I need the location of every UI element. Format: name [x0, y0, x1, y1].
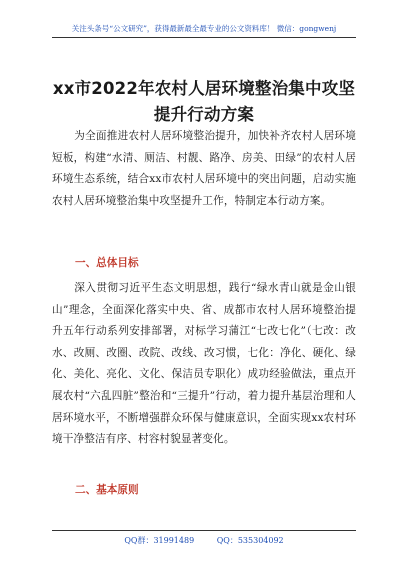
document-title: xx市2022年农村人居环境整治集中攻坚提升行动方案	[52, 79, 356, 124]
footer-divider	[52, 530, 356, 531]
footer-qq-contact: QQ：535304092	[216, 536, 284, 545]
page-footer	[52, 535, 356, 546]
section-heading-goals: 一、总体目标	[75, 257, 139, 269]
header-divider	[52, 37, 356, 38]
section-heading-principles: 二、基本原则	[75, 484, 139, 496]
goals-paragraph: 深入贯彻习近平生态文明思想，践行“绿水青山就是金山银山”理念，全面深化落实中央、省、成都市农村人居环境整治提升五年行动系列安排部署，对标学习蒲江“七改七化”（七改：改水、改厕、改圈、改院、改线、改习惯，七化：净化、硬化、绿化、美化、亮化、文化、保洁员专职化）成功经验做法，重点开展农村“六乱四脏”整治和“三提升”行动，着力提升基层治理和人居环境水平，不断增强群众环保与健康意识，全面实现xx农村环境干净整洁有序、村容村貌显著变化。	[52, 282, 356, 446]
footer-qq-group: QQ群：31991489	[124, 536, 195, 545]
page-header-banner: 关注头条号“公文研究”，获得最新最全最专业的公文资料库！ 微信：gongwenj	[71, 24, 337, 33]
intro-paragraph: 为全面推进农村人居环境整治提升，加快补齐农村人居环境短板，构建“水清、厕洁、村靓、路净、房美、田绿”的农村人居环境生态系统，结合xx市农村人居环境中的突出问题，启动实施农村人居环境整治集中攻坚提升工作，特制定本行动方案。	[52, 130, 356, 207]
